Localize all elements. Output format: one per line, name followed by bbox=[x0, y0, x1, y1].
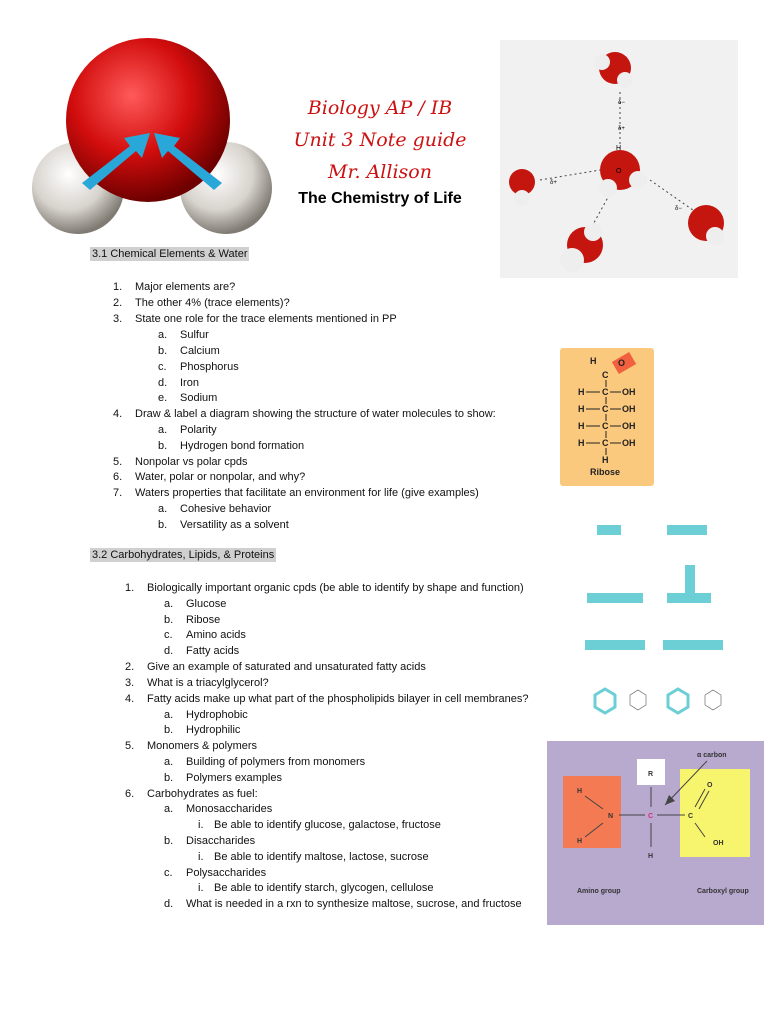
course-title: Biology AP / IB bbox=[307, 97, 453, 119]
svg-text:δ+: δ+ bbox=[618, 126, 625, 132]
svg-text:C: C bbox=[602, 438, 609, 448]
svg-text:C: C bbox=[602, 421, 609, 431]
list-item: d. What is needed in a rxn to synthesize maltose, sucrose, and fructose bbox=[164, 898, 522, 910]
svg-text:H: H bbox=[577, 788, 583, 795]
svg-text:C: C bbox=[602, 404, 609, 414]
svg-text:H: H bbox=[578, 421, 585, 431]
svg-text:O: O bbox=[707, 782, 713, 789]
list-item: b. Ribose bbox=[164, 614, 221, 626]
svg-text:H: H bbox=[578, 404, 585, 414]
list-item: b. Hydrogen bond formation bbox=[158, 440, 305, 452]
list-item: c. Polysaccharides bbox=[164, 867, 267, 879]
svg-text:O: O bbox=[618, 358, 626, 368]
list-item: 3. What is a triacylglycerol? bbox=[125, 677, 269, 689]
svg-text:δ+: δ+ bbox=[550, 180, 557, 186]
list-item: 6. Water, polar or nonpolar, and why? bbox=[113, 471, 306, 483]
ribose-label: Ribose bbox=[590, 467, 621, 477]
list-item: 1. Major elements are? bbox=[113, 281, 236, 293]
svg-text:α carbon: α carbon bbox=[697, 752, 727, 759]
section-heading-carbohydrates: 3.2 Carbohydrates, Lipids, & Proteins bbox=[92, 549, 275, 561]
list-item: a. Hydrophobic bbox=[164, 709, 248, 721]
list-item: b. Calcium bbox=[158, 345, 220, 357]
hydrogen-bond-diagram bbox=[500, 40, 738, 278]
svg-text:C: C bbox=[602, 387, 609, 397]
teacher-name: Mr. Allison bbox=[328, 161, 432, 183]
svg-text:H: H bbox=[616, 145, 622, 152]
svg-text:C: C bbox=[602, 370, 609, 380]
list-item: b. Polymers examples bbox=[164, 772, 282, 784]
svg-text:OH: OH bbox=[622, 404, 636, 414]
svg-text:N: N bbox=[608, 813, 614, 820]
list-item: a. Cohesive behavior bbox=[158, 503, 272, 515]
list-item: a. Glucose bbox=[164, 598, 227, 610]
list-item: a. Polarity bbox=[158, 424, 217, 436]
list-item: 2. Give an example of saturated and unsaturated fatty acids bbox=[125, 661, 426, 673]
list-item: i. Be able to identify maltose, lactose, sucrose bbox=[198, 851, 429, 863]
list-item: c. Amino acids bbox=[164, 629, 246, 641]
list-item: d. Iron bbox=[158, 377, 199, 389]
svg-text:H: H bbox=[577, 838, 583, 845]
list-item: i. Be able to identify starch, glycogen, cellulose bbox=[198, 882, 434, 894]
svg-text:R: R bbox=[648, 771, 654, 778]
list-item: c. Phosphorus bbox=[158, 361, 239, 373]
amino-group-label: Amino group bbox=[577, 888, 621, 895]
list-item: e. Sodium bbox=[158, 392, 218, 404]
water-molecule-image bbox=[30, 38, 280, 238]
list-item: 4. Draw & label a diagram showing the structure of water molecules to show: bbox=[113, 408, 496, 420]
list-item: 2. The other 4% (trace elements)? bbox=[113, 297, 290, 309]
svg-text:OH: OH bbox=[622, 438, 636, 448]
list-item: b. Versatility as a solvent bbox=[158, 519, 289, 531]
svg-text:OH: OH bbox=[622, 421, 636, 431]
svg-text:H: H bbox=[590, 356, 597, 366]
list-item: b. Hydrophilic bbox=[164, 724, 241, 736]
list-item: 7. Waters properties that facilitate an environment for life (give examples) bbox=[113, 487, 479, 499]
list-item: a. Building of polymers from monomers bbox=[164, 756, 366, 768]
svg-text:δ−: δ− bbox=[618, 100, 625, 106]
list-item: 4. Fatty acids make up what part of the phospholipids bilayer in cell membranes? bbox=[125, 693, 529, 705]
svg-text:δ−: δ− bbox=[675, 206, 682, 212]
list-item: 3. State one role for the trace elements mentioned in PP bbox=[113, 313, 397, 325]
carboxyl-group-label: Carboxyl group bbox=[697, 888, 749, 895]
svg-text:H: H bbox=[578, 387, 585, 397]
list-item: a. Monosaccharides bbox=[164, 803, 273, 815]
unit-title: Unit 3 Note guide bbox=[293, 129, 467, 151]
list-item: 1. Biologically important organic cpds (be able to identify by shape and function) bbox=[125, 582, 524, 594]
list-item: 5. Monomers & polymers bbox=[125, 740, 258, 752]
list-item: 6. Carbohydrates as fuel: bbox=[125, 788, 258, 800]
title-block bbox=[270, 92, 490, 208]
list-item: i. Be able to identify glucose, galactose, fructose bbox=[198, 819, 441, 831]
list-item: b. Disaccharides bbox=[164, 835, 256, 847]
svg-text:H: H bbox=[648, 853, 654, 860]
svg-text:H: H bbox=[578, 438, 585, 448]
list-item: a. Sulfur bbox=[158, 329, 209, 341]
svg-text:C: C bbox=[648, 813, 654, 820]
list-item: 5. Nonpolar vs polar cpds bbox=[113, 456, 248, 468]
section-heading-chemical-elements: 3.1 Chemical Elements & Water bbox=[92, 248, 248, 260]
page-subtitle: The Chemistry of Life bbox=[298, 190, 462, 207]
svg-text:C: C bbox=[688, 813, 694, 820]
svg-text:O: O bbox=[616, 168, 622, 175]
ribose-structure-image bbox=[560, 348, 654, 486]
list-item: d. Fatty acids bbox=[164, 645, 240, 657]
hydrocarbon-chains-diagram bbox=[575, 505, 725, 725]
svg-text:OH: OH bbox=[713, 840, 724, 847]
amino-acid-structure-image bbox=[547, 741, 764, 925]
svg-text:H: H bbox=[602, 455, 609, 465]
svg-text:OH: OH bbox=[622, 387, 636, 397]
